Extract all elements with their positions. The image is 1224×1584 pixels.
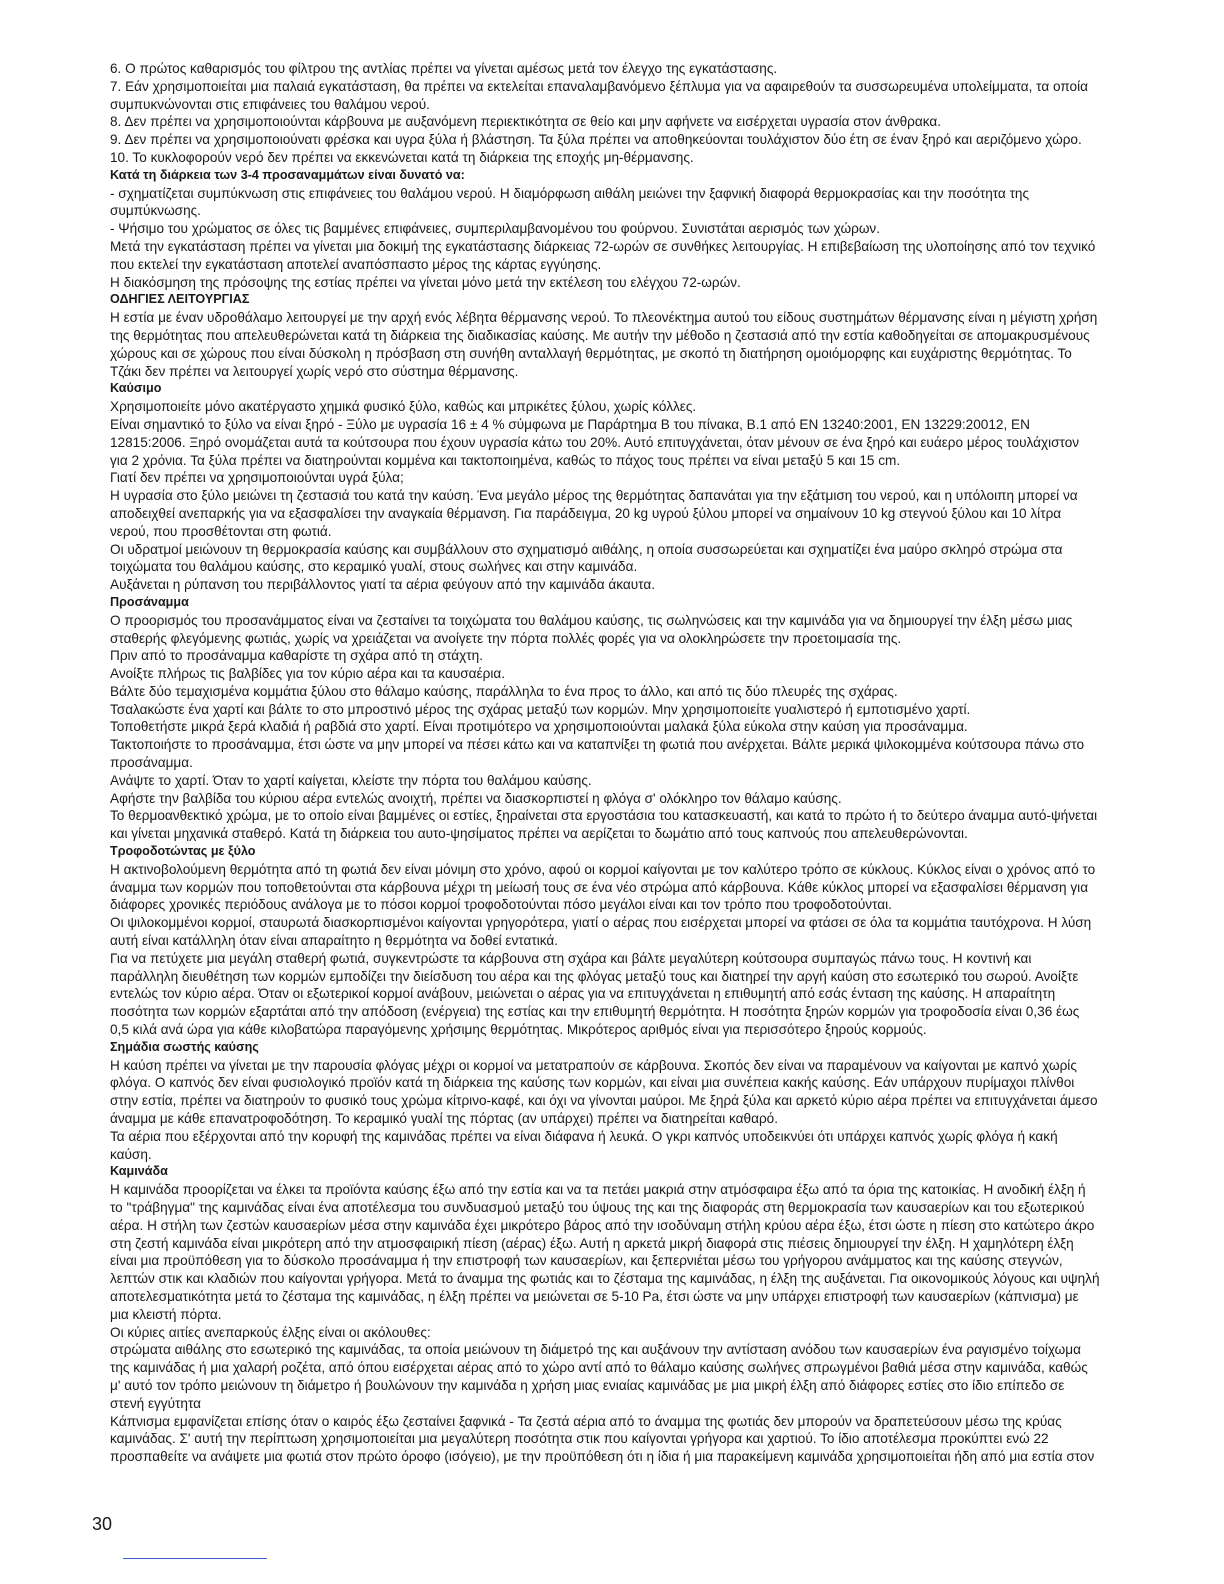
paragraph: Οι κύριες αιτίες ανεπαρκούς έλξης είναι οι ακόλουθες:	[110, 1324, 431, 1340]
paragraph: στρώματα αιθάλης στο εσωτερικό της καμινάδας, τα οποία μειώνουν τη διάμετρό της και αυξάνουν την αντίσταση ανόδου των καυσαερίων ένα ραγισμένο τοίχωμα της καμινάδας ή μια χαλαρή ροζέτα, από όπου εισέρχεται αέρας από το χώρο αντί από το θάλαμο καύσης σωλήνες σπρωγμένοι βαθιά μέσα στην καμινάδα, καθώς μ' αυτό τον τρόπο μειώνουν τη διάμετρο ή βουλώνουν την καμινάδα η χρήση μιας ενιαίας καμινάδας με μια μικρή έλξη από διάφορες εστίες στο ίδιο επίπεδο σε στενή εγγύτητα	[110, 1342, 1088, 1411]
paragraph: - σχηματίζεται συμπύκνωση στις επιφάνειες του θαλάμου νερού. Η διαμόρφωση αιθάλη μειώνει την ξαφνική διαφορά θερμοκρασίας και την ποσότητα της συμπύκνωσης.	[110, 185, 1030, 219]
section-heading: Καύσιμο	[110, 381, 162, 396]
page-number: 30	[92, 1514, 113, 1534]
paragraph: Η υγρασία στο ξύλο μειώνει τη ζεστασιά του κατά την καύση. Ένα μεγάλο μέρος της θερμότητας δαπανάται για την εξάτμιση του νερού, και η υπόλοιπη μπορεί να αποδειχθεί ανεπαρκής για να εξασφαλίσει την αναγκαία θέρμανση. Για παράδειγμα, 20 kg υγρού ξύλου μπορεί να σημαίνουν 10 kg στεγνού ξύλου και 10 λίτρα νερού, που προσθέτονται στη φωτιά.	[110, 488, 1078, 539]
paragraph: Τοποθετήστε μικρά ξερά κλαδιά ή ραβδιά στο χαρτί. Είναι προτιμότερο να χρησιμοποιούνται μαλακά ξύλα εύκολα στην καύση για προσάναμμα.	[110, 719, 968, 735]
paragraph: 10. Το κυκλοφορούν νερό δεν πρέπει να εκκενώνεται κατά τη διάρκεια της εποχής μη-θέρμανσης.	[110, 149, 694, 165]
paragraph: Ο προορισμός του προσανάμματος είναι να ζεσταίνει τα τοιχώματα του θαλάμου καύσης, τις σωληνώσεις και την καμινάδα για να δημιουργεί την έλξη μέσω μιας σταθερής φλεγόμενης φωτιάς, χωρίς να χρειάζεται να ανοίγετε την πόρτα πολλές φορές για να ολοκληρώσετε την προετοιμασία της.	[110, 612, 1073, 646]
paragraph: - Ψήσιμο του χρώματος σε όλες τις βαμμένες επιφάνειες, συμπεριλαμβανομένου του φούρνου. Συνιστάται αερισμός των χώρων.	[110, 221, 881, 237]
paragraph: Αυξάνεται η ρύπανση του περιβάλλοντος γιατί τα αέρια φεύγουν από την καμινάδα άκαυτα.	[110, 577, 655, 593]
paragraph: Η καύση πρέπει να γίνεται με την παρουσία φλόγας μέχρι οι κορμοί να μετατραπούν σε κάρβουνα. Σκοπός δεν είναι να παραμένουν να καίγονται με καπνό χωρίς φλόγα. Ο καπνός δεν είναι φυσιολογικό προϊόν κατά τη διάρκεια της καύσης των κορμών, και είναι μια συνέπεια κακής καύσης. Εάν υπάρχουν πυρίμαχοι πλίνθοι στην εστία, πρέπει να διατηρούν το φυσικό τους χρώμα κίτρινο-καφέ, και όχι να γίνονται μαύροι. Με ξηρά ξύλα και αρκετό κύριο αέρα πρέπει να επιτυγχάνεται άμεσο άναμμα με κάθε επανατροφοδότηση. Το κεραμικό γυαλί της πόρτας (αν υπάρχει) πρέπει να διατηρείται καθαρό.	[110, 1057, 1098, 1127]
section-heading: Τροφοδοτώντας με ξύλο	[110, 844, 256, 859]
paragraph: Κάπνισμα εμφανίζεται επίσης όταν ο καιρός έξω ζεσταίνει ξαφνικά - Τα ζεστά αέρια από το άναμμα της φωτιάς δεν μπορούν να δραπετεύσουν μέσω της κρύας καμινάδας. Σ' αυτή την περίπτωση χρησιμοποιείται μια μεγαλύτερη ποσότητα στικ που καίγονται γρήγορα και χαρτιού. Το ίδιο αποτέλεσμα προκύπτει ενώ 22 προσπαθείτε να ανάψετε μια φωτιά στον πρώτο όροφο (ισόγειο), με την προϋπόθεση ότι η ίδια ή μια παρακείμενη καμινάδα χρησιμοποιείται ήδη από μια εστία στον	[110, 1413, 1095, 1465]
paragraph: Χρησιμοποιείτε μόνο ακατέργαστο χημικά φυσικό ξύλο, καθώς και μπρικέτες ξύλου, χωρίς κόλλες.	[110, 399, 697, 415]
paragraph: Τσαλακώστε ένα χαρτί και βάλτε το στο μπροστινό μέρος της σχάρας μεταξύ των κορμών. Μην χρησιμοποιείτε γυαλιστερό ή εμποτισμένο χαρτί.	[110, 701, 971, 717]
paragraph: Πριν από το προσάναμμα καθαρίστε τη σχάρα από τη στάχτη.	[110, 648, 484, 664]
section-heading: Καμινάδα	[110, 1164, 168, 1179]
footnote-rule	[123, 1558, 267, 1559]
document-page	[110, 60, 1100, 1466]
paragraph: 9. Δεν πρέπει να χρησιμοποιούνατι φρέσκα και υγρα ξύλα ή βλάστηση. Τα ξύλα πρέπει να αποθηκεύονται τουλάχιστον δύο έτη σε έναν ξηρό και αεριζόμενο χώρο.	[110, 132, 1082, 148]
section-heading: ΟΔΗΓΙΕΣ ΛΕΙΤΟΥΡΓΙΑΣ	[110, 292, 250, 307]
paragraph: Η διακόσμηση της πρόσοψης της εστίας πρέπει να γίνεται μόνο μετά την εκτέλεση του ελέγχου 72-ωρών.	[110, 274, 741, 290]
paragraph: Το θερμοανθεκτικό χρώμα, με το οποίο είναι βαμμένες οι εστίες, ξηραίνεται στα εργοστάσια του κατασκευαστή, και κατά το πρώτο ή το δεύτερο άναμμα αυτό-ψήνεται και γίνεται μηχανικά σταθερό. Κατά τη διάρκεια του αυτο-ψησίματος πρέπει να αερίζεται το δωμάτιο από τους καπνούς που απελευθερώνονται.	[110, 808, 1098, 842]
paragraph: Μετά την εγκατάσταση πρέπει να γίνεται μια δοκιμή της εγκατάστασης διάρκειας 72-ωρών σε συνθήκες λειτουργίας. Η επιβεβαίωση της υλοποίησης από τον τεχνικό που εκτελεί την εγκατάσταση αποτελεί αναπόσπαστο μέρος της κάρτας εγγύησης.	[110, 238, 1096, 272]
paragraph: 6. Ο πρώτος καθαρισμός του φίλτρου της αντλίας πρέπει να γίνεται αμέσως μετά τον έλεγχο της εγκατάστασης.	[110, 61, 778, 76]
paragraph: Η ακτινοβολούμενη θερμότητα από τη φωτιά δεν είναι μόνιμη στο χρόνο, αφού οι κορμοί καίγονται με τον καλύτερο τρόπο σε κύκλους. Κύκλος είναι ο χρόνος από το άναμμα των κορμών που τοποθετούνται στα κάρβουνα μέχρι τη μείωσή τους σε ένα νέο στρώμα από κάρβουνα. Κάθε κύκλος μπορεί να εξασφαλίσει θέρμανση για διάφορες χρονικές περιόδους ανάλογα με το πόσοι κορμοί τροφοδοτούνται πόσο μεγάλοι είναι και τον τρόπο που τροφοδοτούνται.	[110, 861, 1096, 913]
paragraph: Τακτοποιήστε το προσάναμμα, έτσι ώστε να μην μπορεί να πέσει κάτω και να καταπνίξει τη φωτιά που ανέρχεται. Βάλτε μερικά ψιλοκομμένα κούτσουρα πάνω στο προσάναμμα.	[110, 737, 1085, 771]
paragraph: 8. Δεν πρέπει να χρησιμοποιούνται κάρβουνα με αυξανόμενη περιεκτικότητα σε θείο και μην αφήνετε να εισέρχεται υγρασία στον άνθρακα.	[110, 114, 942, 130]
paragraph: Γιατί δεν πρέπει να χρησιμοποιούνται υγρά ξύλα;	[110, 470, 404, 486]
paragraph: Η καμινάδα προορίζεται να έλκει τα προϊόντα καύσης έξω από την εστία και να τα πετάει μακριά στην ατμόσφαιρα έξω από τα όρια της κατοικίας. Η ανοδική έλξη ή το "τράβηγμα" της καμινάδας είναι ένα αποτέλεσμα του συνδυασμού μεταξύ του ύψους της και της διαφοράς στη θερμοκρασία των καυσαερίων και του εξωτερικού αέρα. Η στήλη των ζεστών καυσαερίων μέσα στην καμινάδα έχει μικρότερο βάρος από την ισοδύναμη στήλη κρύου αέρα έξω, έτσι ώστε η πίεση στο κατώτερο άκρο στη ζεστή καμινάδα είναι μικρότερη από την ατμοσφαιρική πίεση (αέρας) έξω. Αυτή η αρκετά μικρή διαφορά στις πιέσεις δημιουργεί την έλξη. Η χαμηλότερη έλξη είναι μια προϋπόθεση για το δύσκολο προσάναμμα ή την επιστροφή των καυσαερίων, και ξεπερνιέται μέσω του γρήγορου ανάμματος και της καύσης στεγνών, λεπτών στικ και κλαδιών που καίγονται γρήγορα. Μετά το άναμμα της φωτιάς και το ζέσταμα της καμινάδας, η έλξη της αυξάνεται. Για οικονομικούς λόγους και υψηλή αποτελεσματικότητα μετά το ζέσταμα της καμινάδας, η έλξη πρέπει να μειώνεται σε 5-10 Pa, έτσι ώστε να μην υπάρχει επιστροφή των καυσαερίων (κάπνισμα) με μια κλειστή πόρτα.	[110, 1182, 1100, 1322]
paragraph: 7. Εάν χρησιμοποιείται μια παλαιά εγκατάσταση, θα πρέπει να εκτελείται επαναλαμβανόμενο ξέπλυμα για να αφαιρεθούν τα συσσωρευμένα υπολείμματα, τα οποία συμπυκνώνονται στις επιφάνειες του θαλάμου νερού.	[110, 78, 1088, 112]
paragraph: Τα αέρια που εξέρχονται από την κορυφή της καμινάδας πρέπει να είναι διάφανα ή λευκά. Ο γκρι καπνός υποδεικνύει ότι υπάρχει καπνός χωρίς φλόγα ή κακή καύση.	[110, 1128, 1058, 1162]
paragraph: Ανοίξτε πλήρως τις βαλβίδες για τον κύριο αέρα και τα καυσαέρια.	[110, 666, 505, 682]
paragraph: Για να πετύχετε μια μεγάλη σταθερή φωτιά, συγκεντρώστε τα κάρβουνα στη σχάρα και βάλτε μεγαλύτερη κούτσουρα συμπαγώς πάνω τους. Η κοντινή και παράλληλη διευθέτηση των κορμών εμποδίζει την διείσδυση του αέρα και της φλόγας μεταξύ τους και διατηρεί την αργή καύση στο εσωτερικό του σωρού. Ανοίξτε εντελώς τον κύριο αέρα. Όταν οι εξωτερικοί κορμοί ανάβουν, μειώνεται ο αέρας για να επιτυγχάνεται η επιθυμητή από εσάς ένταση της καύσης. Η απαραίτητη ποσότητα των κορμών εξαρτάται από την απόδοση (ενέργεια) της εστίας και την επιθυμητή θερμότητα. Η ποσότητα ξηρών κορμών για τροφοδοσία είναι 0,36 έως 0,5 κιλά ανά ώρα για κάθε κιλοβατώρα παραγόμενης χρήσιμης θερμότητας. Μικρότερος αριθμός είναι για περισσότερο ξηρούς κορμούς.	[110, 950, 1080, 1038]
paragraph: Βάλτε δύο τεμαχισμένα κομμάτια ξύλου στο θάλαμο καύσης, παράλληλα το ένα προς το άλλο, και από τις δύο πλευρές της σχάρας.	[110, 683, 898, 699]
paragraph: Η εστία με έναν υδροθάλαμο λειτουργεί με την αρχή ενός λέβητα θέρμανσης νερού. Το πλεονέκτημα αυτού του είδους συστημάτων θέρμανσης είναι η μέγιστη χρήση της θερμότητας που απελευθερώνεται κατά τη διάρκεια της διαδικασίας καύσης. Με αυτήν την μέθοδο η ζεστασιά από την εστία καθοδηγείται σε απομακρυσμένους χώρους και σε χώρους που είναι δύσκολη η πρόσβαση στη συνήθη ανταλλαγή θερμότητας, με σκοπό τη διατήρηση ομοιόμορφης και ευχάριστης θερμότητας. Το Τζάκι δεν πρέπει να λειτουργεί χωρίς νερό στο σύστημα θέρμανσης.	[110, 310, 1098, 379]
paragraph: Ανάψτε το χαρτί. Όταν το χαρτί καίγεται, κλείστε την πόρτα του θαλάμου καύσης.	[110, 772, 592, 788]
paragraph: Οι υδρατμοί μειώνουν τη θερμοκρασία καύσης και συμβάλλουν στο σχηματισμό αιθάλης, η οποία συσσωρεύεται και σχηματίζει ένα μαύρο σκληρό στρώμα στα τοιχώματα του θαλάμου καύσης, στο κεραμικό γυαλί, στους σωλήνες και στην καμινάδα.	[110, 541, 1063, 575]
section-heading: Κατά τη διάρκεια των 3-4 προσαναμμάτων είναι δυνατό να:	[110, 167, 465, 182]
paragraph: Είναι σημαντικό το ξύλο να είναι ξηρό - Ξύλο με υγρασία 16 ± 4 % σύμφωνα με Παράρτημα Β του πίνακα, Β.1 από EN 13240:2001, EN 13229:20012, EN 12815:2006. Ξηρό ονομάζεται αυτά τα κούτσουρα που έχουν υγρασία κάτω του 20%. Αυτό επιτυγχάνεται, όταν μένουν σε ένα ξηρό και ευάερο μέρος τουλάχιστον για 2 χρόνια. Τα ξύλα πρέπει να διατηρούνται κομμένα και τακτοποιημένα, καθώς το πάχος τους πρέπει να είναι μεταξύ 5 και 15 cm.	[110, 416, 1080, 468]
paragraph: Οι ψιλοκομμένοι κορμοί, σταυρωτά διασκορπισμένοι καίγονται γρηγορότερα, γιατί ο αέρας που εισέρχεται μπορεί να φτάσει σε όλα τα κομμάτια ταυτόχρονα. Η λύση αυτή είναι κατάλληλη όταν είναι απαραίτητο η θερμότητα να δοθεί εντατικά.	[110, 915, 1092, 949]
section-heading: Προσάναμμα	[110, 594, 189, 609]
section-heading: Σημάδια σωστής καύσης	[110, 1039, 259, 1054]
paragraph: Αφήστε την βαλβίδα του κύριου αέρα εντελώς ανοιχτή, πρέπει να διασκορπιστεί η φλόγα σ' ολόκληρο τον θάλαμο καύσης.	[110, 790, 842, 806]
